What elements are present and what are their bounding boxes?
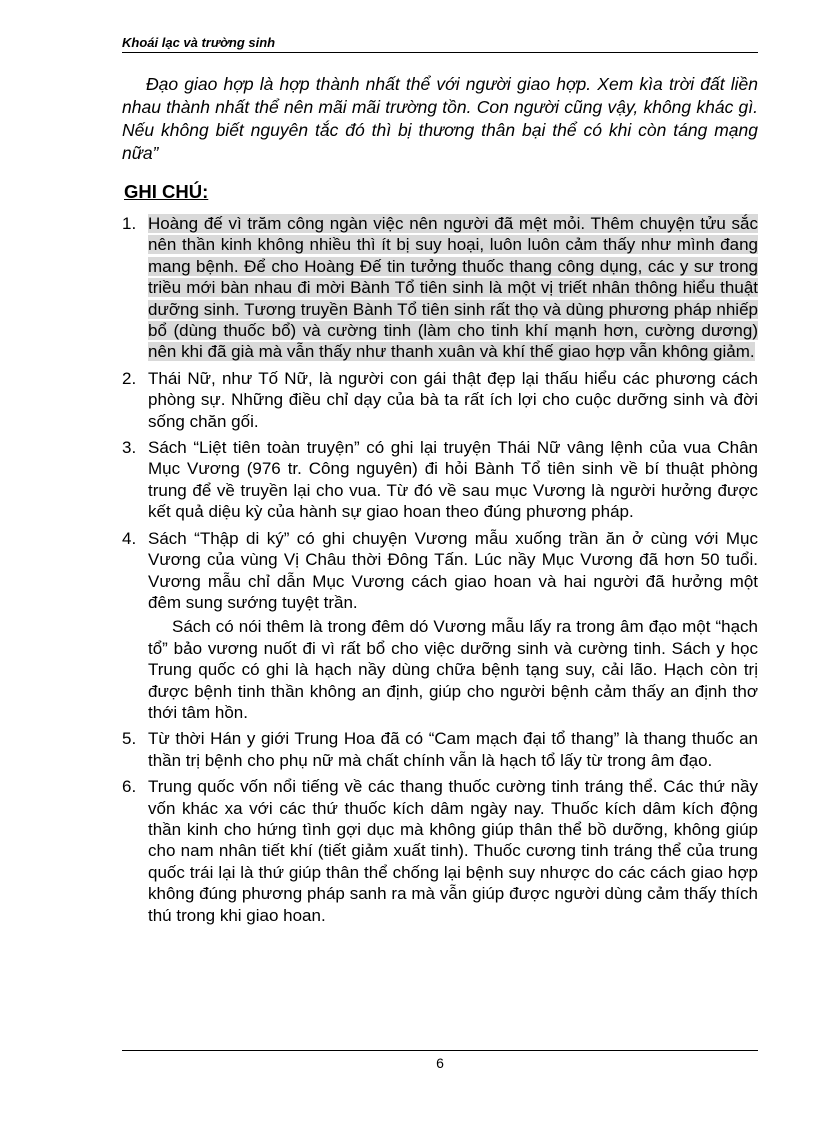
note-number: 6.	[122, 777, 137, 797]
notes-heading: GHI CHÚ:	[124, 181, 209, 202]
note-item	[122, 528, 758, 724]
note-item	[122, 728, 758, 771]
note-text: Sách “Thập di ký” có ghi chuyện Vương mẫu xuống trần ăn ở cùng với Mục Vương của vùng Vị Châu thời Đông Tấn. Lúc nầy Mục Vương đã hơn 50 tuổi. Vương mẫu chỉ dẫn Mục Vương cách giao hoan và hai người đã hưởng một đêm sung sướng tuyệt trần.	[148, 528, 758, 612]
note-text: Thái Nữ, như Tố Nữ, là người con gái thật đẹp lại thấu hiểu các phương cách phòng sự. Những điều chỉ dạy của bà ta rất ích lợi cho cuộc dưỡng sinh và đời sống chăn gối.	[148, 368, 758, 431]
note-text: Sách “Liệt tiên toàn truyện” có ghi lại truyện Thái Nữ vâng lệnh của vua Chân Mục Vương (976 tr. Công nguyên) đi hỏi Bành Tổ tiên sinh về bí thuật phòng trung để về truyền lại cho vua. Từ đó về sau mục Vương là người hưởng được kết quả diệu kỳ của hành sự giao hoan theo đúng phương pháp.	[148, 438, 758, 522]
page-footer	[122, 1050, 758, 1071]
note-item	[122, 213, 758, 363]
page-number: 6	[436, 1055, 444, 1071]
note-item	[122, 776, 758, 926]
note-item	[122, 437, 758, 523]
note-number: 5.	[122, 729, 137, 749]
notes-list	[122, 213, 758, 931]
note-text: Hoàng đế vì trăm công ngàn việc nên người đã mệt mỏi. Thêm chuyện tửu sắc nên thần kinh không nhiều thì ít bị suy hoại, luôn luôn cảm thấy như mình đang mang bệnh. Để cho Hoàng Đế tin tưởng thuốc thang công dụng, các y sư trong triều mới bàn nhau đi mời Bành Tổ tiên sinh là một vị triết nhân thông hiểu thuật dưỡng sinh. Tương truyền Bành Tổ tiên sinh rất thọ và dùng phương pháp nhiếp bổ (dùng thuốc bổ) và cường tinh (làm cho tinh khí mạnh hơn, cường dương) nên khi đã già mà vẫn thấy như thanh xuân và khí thế giao hợp vẫn không giảm.	[148, 214, 758, 362]
note-number: 4.	[122, 528, 137, 548]
header-title: Khoái lạc và trường sinh	[122, 35, 276, 50]
note-item	[122, 368, 758, 432]
note-text: Trung quốc vốn nổi tiếng về các thang thuốc cường tinh tráng thể. Các thứ nầy vốn khác xa với các thứ thuốc kích dâm ngày nay. Thuốc kích dâm kích động thần kinh cho hứng tình gợi dục mà không giúp thân thể bồ dưỡng, không giúp cho nam nhân tiết khí (tiết giảm xuất tinh). Thuốc cương tinh tráng thể của trung quốc trái lại là thứ giúp thân thể chống lại bệnh suy nhược do các cách giao hợp không đúng phương pháp sanh ra mà vẫn giúp được người dùng cảm thấy thích thú trong khi giao hoan.	[148, 777, 758, 925]
intro-paragraph: Đạo giao hợp là hợp thành nhất thể với người giao hợp. Xem kìa trời đất liền nhau thành nhất thể nên mãi mãi trường tồn. Con người cũng vậy, không khác gì. Nếu không biết nguyên tắc đó thì bị thương thân bại thể có khi còn táng mạng nữa”	[122, 74, 758, 163]
note-number: 1.	[122, 214, 137, 233]
note-extra-text: Sách có nói thêm là trong đêm dó Vương mẫu lấy ra trong âm đạo một “hạch tổ” bảo vương nuốt đi vì rất bổ cho việc dưỡng sinh và cường tinh. Sách y học Trung quốc có ghi là hạch nầy dùng chữa bệnh tạng suy, cải lão. Hạch còn trị được bệnh tinh thần không an định, giúp cho người bệnh cảm thấy an định thơ thới tâm hồn.	[148, 617, 758, 722]
page-header	[122, 35, 758, 53]
note-text: Từ thời Hán y giới Trung Hoa đã có “Cam mạch đại tổ thang” là thang thuốc an thần trị bệnh cho phụ nữ mà chất chính vẫn là hạch tổ lấy từ trong âm đạo.	[148, 729, 758, 770]
note-number: 3.	[122, 438, 137, 458]
note-number: 2.	[122, 368, 137, 388]
